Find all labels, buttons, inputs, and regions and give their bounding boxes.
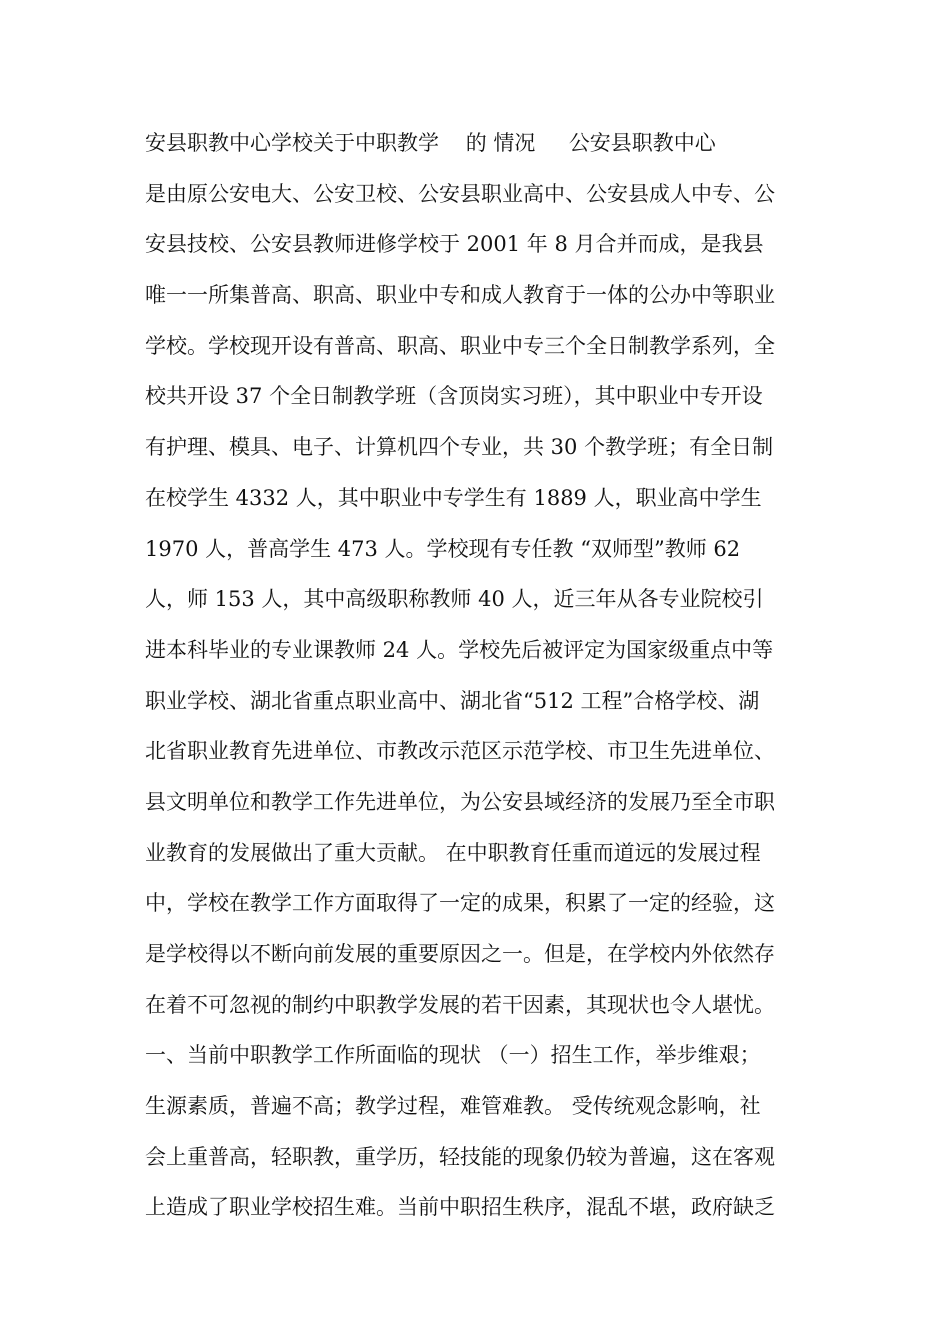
text-line: 北省职业教育先进单位、市教改示范区示范学校、市卫生先进单位、 bbox=[145, 739, 775, 764]
text-line: 1970 人，普高学生 473 人。学校现有专任教 “双师型”教师 62 bbox=[145, 536, 741, 561]
text-line: 职业学校、湖北省重点职业高中、湖北省“512 工程”合格学校、湖 bbox=[145, 688, 760, 713]
body-text bbox=[145, 118, 815, 1233]
text-line: 业教育的发展做出了重大贡献。 在中职教育任重而道远的发展过程 bbox=[145, 840, 761, 865]
text-line: 会上重普高，轻职教，重学历，轻技能的现象仍较为普遍，这在客观 bbox=[145, 1144, 775, 1169]
text-line: 是学校得以不断向前发展的重要原因之一。但是，在学校内外依然存 bbox=[145, 942, 775, 966]
text-line: 生源素质，普遍不高；教学过程，难管难教。 受传统观念影响，社 bbox=[145, 1094, 761, 1119]
text-line: 中，学校在教学工作方面取得了一定的成果，积累了一定的经验，这 bbox=[145, 891, 775, 916]
text-line: 上造成了职业学校招生难。当前中职招生秩序，混乱不堪，政府缺乏 bbox=[145, 1195, 775, 1220]
text-line: 进本科毕业的专业课教师 24 人。学校先后被评定为国家级重点中等 bbox=[145, 637, 774, 662]
text-line: 县文明单位和教学工作先进单位，为公安县域经济的发展乃至全市职 bbox=[145, 789, 775, 814]
text-line: 安县职教中心学校关于中职教学 的 情况 公安县职教中心 bbox=[145, 131, 716, 155]
text-line: 在校学生 4332 人，其中职业中专学生有 1889 人，职业高中学生 bbox=[145, 485, 762, 510]
text-line: 有护理、模具、电子、计算机四个专业，共 30 个教学班；有全日制 bbox=[145, 435, 774, 460]
text-line: 校共开设 37 个全日制教学班（含顶岗实习班），其中职业中专开设 bbox=[145, 384, 763, 409]
text-line: 学校。学校现开设有普高、职高、职业中专三个全日制教学系列，全 bbox=[145, 333, 775, 358]
text-line: 安县技校、公安县教师进修学校于 2001 年 8 月合并而成，是我县 bbox=[145, 232, 764, 257]
text-line: 人，师 153 人，其中高级职称教师 40 人，近三年从各专业院校引 bbox=[145, 587, 764, 612]
text-line: 是由原公安电大、公安卫校、公安县职业高中、公安县成人中专、公 bbox=[145, 181, 775, 206]
text-line: 唯一一所集普高、职高、职业中专和成人教育于一体的公办中等职业 bbox=[145, 283, 775, 308]
text-line: 一、当前中职教学工作所面临的现状 （一）招生工作，举步维艰； bbox=[145, 1043, 761, 1068]
text-line: 在着不可忽视的制约中职教学发展的若干因素，其现状也令人堪忧。 bbox=[145, 992, 775, 1017]
